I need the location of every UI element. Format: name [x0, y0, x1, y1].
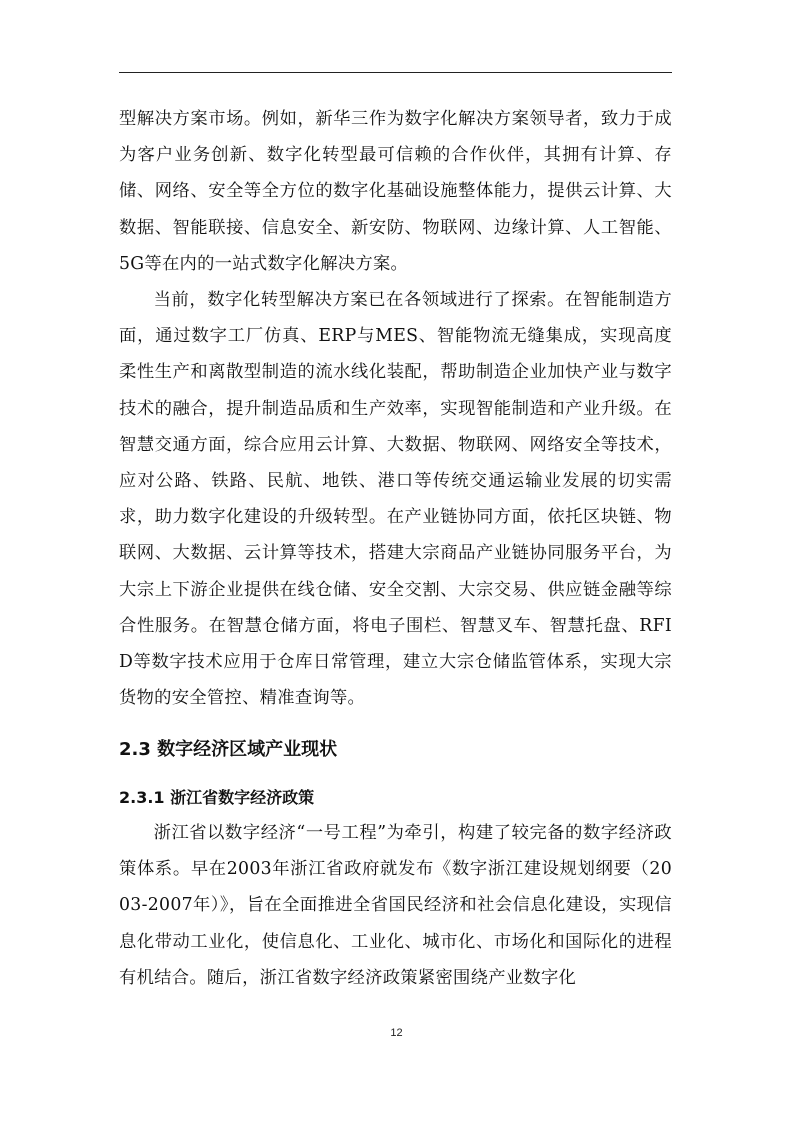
paragraph-continuation: 型解决方案市场。例如，新华三作为数字化解决方案领导者，致力于成为客户业务创新、数字化转型最可信赖的合作伙伴，其拥有计算、存储、网络、安全等全方位的数字化基础设施整体能力，提供云计算、大数据、智能联接、信息安全、新安防、物联网、边缘计算、人工智能、5G等在内的一站式数字化解决方案。: [119, 109, 672, 274]
section-heading: 2.3 数字经济区域产业现状: [119, 739, 338, 760]
header-rule: [119, 72, 672, 73]
paragraph-zhejiang-policy: 浙江省以数字经济“一号工程”为牵引，构建了较完备的数字经济政策体系。早在2003年浙江省政府就发布《数字浙江建设规划纲要（2003-2007年）》，旨在全面推进全省国民经济和社会信息化建设，实现信息化带动工业化，使信息化、工业化、城市化、市场化和国际化的进程有机结合。随后，浙江省数字经济政策紧密围绕产业数字化: [119, 823, 672, 988]
subsection-heading: 2.3.1 浙江省数字经济政策: [119, 788, 315, 807]
page-number: 12: [390, 1027, 403, 1039]
paragraph-solutions-exploration: 当前，数字化转型解决方案已在各领域进行了探索。在智能制造方面，通过数字工厂仿真、ERP与MES、智能物流无缝集成，实现高度柔性生产和离散型制造的流水线化装配，帮助制造企业加快产业与数字技术的融合，提升制造品质和生产效率，实现智能制造和产业升级。在智慧交通方面，综合应用云计算、大数据、物联网、网络安全等技术，应对公路、铁路、民航、地铁、港口等传统交通运输业发展的切实需求，助力数字化建设的升级转型。在产业链协同方面，依托区块链、物联网、大数据、云计算等技术，搭建大宗商品产业链协同服务平台，为大宗上下游企业提供在线仓储、安全交割、大宗交易、供应链金融等综合性服务。在智慧仓储方面，将电子围栏、智慧叉车、智慧托盘、RFID等数字技术应用于仓库日常管理，建立大宗仓储监管体系，实现大宗货物的安全管控、精准查询等。: [119, 290, 672, 709]
